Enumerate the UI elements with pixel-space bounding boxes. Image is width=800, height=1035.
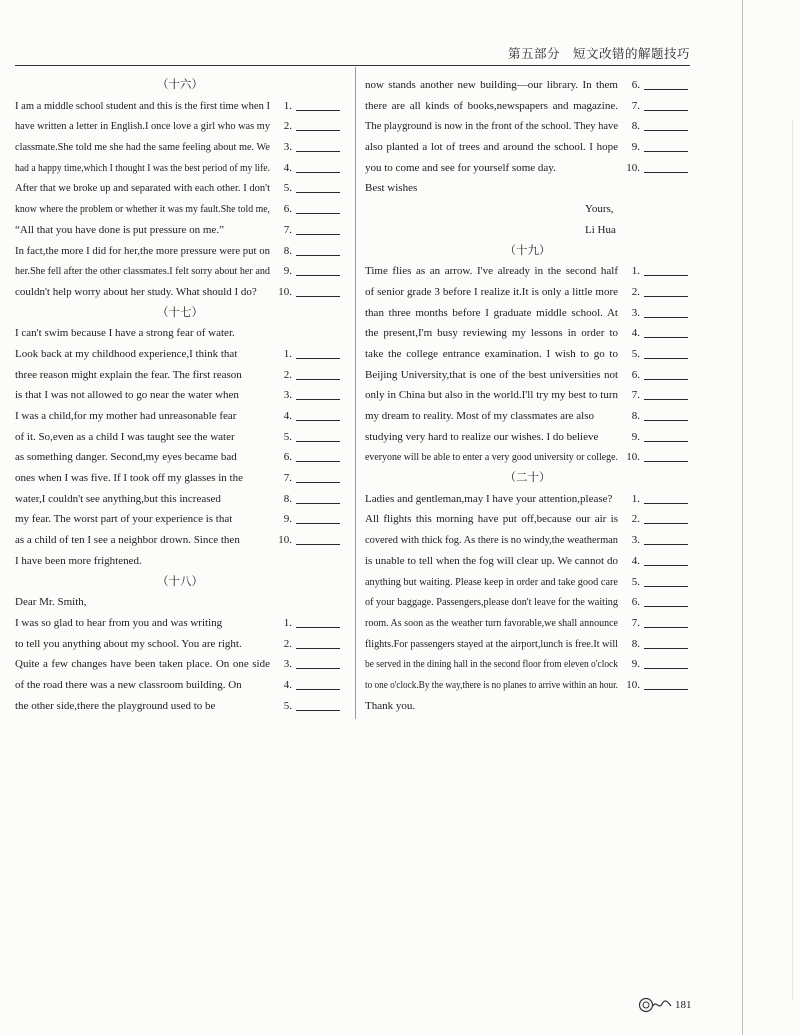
line-text: Best wishes	[365, 182, 418, 195]
answer-blank	[296, 130, 340, 131]
exercise-line	[365, 572, 690, 593]
item-number: 7.	[631, 616, 640, 629]
exercise-line	[365, 303, 690, 324]
line-text: everyone will be able to enter a very good university or college.	[365, 451, 618, 464]
exercise-line	[365, 489, 690, 510]
item-number: 4.	[283, 161, 292, 174]
answer-blank	[296, 399, 340, 400]
exercise-title	[15, 75, 345, 96]
exercise-line	[15, 220, 345, 241]
answer-blank	[296, 689, 340, 690]
item-number: 3.	[631, 306, 640, 319]
line-text: Li Hua	[585, 223, 616, 236]
exercise-line	[365, 675, 690, 696]
item-number: 6.	[631, 368, 640, 381]
answer-blank	[644, 689, 688, 690]
answer-blank	[644, 317, 688, 318]
line-text: water,I couldn't see anything,but this increased	[15, 492, 221, 505]
line-text: In fact,the more I did for her,the more pressure were put on	[15, 244, 270, 257]
exercise-line	[365, 592, 690, 613]
answer-blank	[644, 337, 688, 338]
answer-blank	[296, 482, 340, 483]
exercise-line	[15, 137, 345, 158]
item-number: 10.	[278, 285, 292, 298]
line-text: of the road there was a new classroom building. On	[15, 678, 242, 691]
answer-blank	[644, 172, 688, 173]
answer-blank	[296, 110, 340, 111]
answer-blank	[644, 627, 688, 628]
item-number: 3.	[283, 658, 292, 671]
answer-blank	[644, 420, 688, 421]
answer-blank	[644, 441, 688, 442]
exercise-line	[365, 365, 690, 386]
left-column	[15, 75, 345, 716]
line-text: Quite a few changes have been taken place. On one side	[15, 658, 270, 671]
exercise-line	[15, 509, 345, 530]
answer-blank	[296, 255, 340, 256]
line-text: my dream to reality. Most of my classmates are also	[365, 410, 595, 422]
exercise-line	[15, 675, 345, 696]
exercise-line	[365, 509, 690, 530]
exercise-line	[15, 634, 345, 655]
exercise-line	[365, 96, 690, 117]
line-text: Yours,	[585, 203, 614, 216]
item-number: 2.	[283, 368, 292, 381]
line-text: the present,I'm busy reviewing my lessons in order to	[365, 327, 618, 340]
line-text: covered with thick fog. As there is no windy,the weatherman	[365, 534, 618, 547]
item-number: 1.	[631, 265, 640, 278]
line-text: is that I was not allowed to go near the water when	[15, 389, 239, 402]
answer-blank	[296, 358, 340, 359]
item-number: 3.	[283, 141, 292, 154]
exercise-line	[15, 282, 345, 303]
answer-blank	[296, 213, 340, 214]
exercise-line	[365, 385, 690, 406]
item-number: 10.	[626, 451, 640, 464]
item-number: 5.	[283, 430, 292, 443]
answer-blank	[296, 544, 340, 545]
item-number: 5.	[631, 575, 640, 588]
exercise-line	[15, 365, 345, 386]
answer-blank	[644, 544, 688, 545]
answer-blank	[296, 461, 340, 462]
line-text: know where the problem or whether it was my fault.She told me,	[15, 203, 270, 216]
exercise-line	[15, 158, 345, 179]
line-text: I can't swim because I have a strong fear of water.	[15, 327, 235, 340]
item-number: 6.	[631, 79, 640, 91]
line-text: my fear. The worst part of your experience is that	[15, 513, 233, 526]
item-number: 2.	[283, 637, 292, 650]
answer-blank	[644, 296, 688, 297]
item-number: 3.	[631, 534, 640, 547]
line-text: I was so glad to hear from you and was writing	[15, 616, 223, 629]
item-number: 4.	[631, 554, 640, 567]
answer-blank	[296, 648, 340, 649]
answer-blank	[644, 461, 688, 462]
answer-blank	[644, 523, 688, 524]
line-text: the other side,there the playground used to be	[15, 699, 216, 712]
exercise-line	[365, 427, 690, 448]
line-text: I was a child,for my mother had unreasonable fear	[15, 410, 237, 422]
scan-edge-line	[792, 120, 793, 1000]
item-number: 9.	[283, 513, 292, 526]
line-text: All flights this morning have put off,because our air is	[365, 513, 618, 526]
exercise-line	[365, 261, 690, 282]
item-number: 1.	[283, 616, 292, 629]
letter-closing	[365, 178, 690, 199]
exercise-title-text: （十六）	[157, 79, 203, 91]
answer-blank	[644, 668, 688, 669]
line-text: After that we broke up and separated with each other. I don't	[15, 182, 270, 195]
line-text: take the college entrance examination. I wish to go to	[365, 347, 618, 360]
exercise-title	[365, 241, 690, 262]
line-text: Dear Mr. Smith,	[15, 596, 87, 609]
item-number: 2.	[283, 120, 292, 133]
answer-blank	[644, 358, 688, 359]
line-text: as a child of ten I see a neighbor drown. Since then	[15, 534, 240, 547]
line-text: to one o'clock.By the way,there is no planes to arrive within an hour.	[365, 678, 618, 691]
item-number: 8.	[631, 120, 640, 133]
answer-blank	[644, 379, 688, 380]
scan-edge-line	[742, 0, 743, 1035]
page-number: 181	[675, 999, 692, 1011]
exercise-line	[365, 116, 690, 137]
exercise-title	[15, 303, 345, 324]
line-text: anything but waiting. Please keep in order and take good care	[365, 575, 618, 588]
exercise-line	[15, 96, 345, 117]
exercise-title	[365, 468, 690, 489]
item-number: 10.	[278, 534, 292, 547]
answer-blank	[296, 627, 340, 628]
line-text: three reason might explain the fear. The first reason	[15, 368, 242, 381]
letter-signature	[365, 220, 690, 241]
item-number: 6.	[283, 451, 292, 464]
exercise-title-text: （二十）	[504, 472, 551, 485]
exercise-line	[15, 613, 345, 634]
item-number: 10.	[626, 678, 640, 691]
line-text: Ladies and gentleman,may I have your attention,please?	[365, 492, 613, 505]
item-number: 5.	[283, 182, 292, 195]
item-number: 5.	[283, 699, 292, 712]
section-title: 第五部分 短文改错的解题技巧	[507, 47, 690, 61]
answer-blank	[296, 296, 340, 297]
item-number: 6.	[631, 596, 640, 609]
exercise-title-text: （十八）	[157, 575, 203, 588]
answer-blank	[296, 503, 340, 504]
item-number: 8.	[631, 410, 640, 422]
answer-blank	[296, 192, 340, 193]
line-text: only in China but also in the world.I'll try my best to turn	[365, 389, 618, 402]
item-number: 8.	[283, 244, 292, 257]
answer-blank	[644, 399, 688, 400]
line-text: Thank you.	[365, 699, 416, 712]
item-number: 8.	[631, 637, 640, 650]
item-number: 9.	[631, 141, 640, 154]
exercise-line	[365, 282, 690, 303]
exercise-line	[15, 654, 345, 675]
exercise-line	[365, 551, 690, 572]
exercise-line	[365, 158, 690, 179]
line-text: is unable to tell when the fog will clear up. We cannot do	[365, 554, 618, 567]
line-text: than three months before I graduate middle school. At	[365, 306, 618, 319]
answer-blank	[644, 503, 688, 504]
line-text: of your baggage. Passengers,please don't leave for the waiting	[365, 596, 618, 609]
answer-blank	[296, 710, 340, 711]
answer-blank	[644, 275, 688, 276]
item-number: 7.	[631, 389, 640, 402]
exercise-closing	[365, 696, 690, 717]
exercise-line	[15, 468, 345, 489]
answer-blank	[296, 523, 340, 524]
item-number: 4.	[283, 678, 292, 691]
exercise-line	[365, 530, 690, 551]
item-number: 1.	[283, 99, 292, 112]
line-text: of senior grade 3 before I realize it.It is only a little more	[365, 285, 618, 298]
answer-blank	[644, 151, 688, 152]
item-number: 7.	[631, 99, 640, 112]
answer-blank	[296, 668, 340, 669]
item-number: 3.	[283, 389, 292, 402]
exercise-line	[15, 116, 345, 137]
exercise-line	[365, 323, 690, 344]
answer-blank	[644, 606, 688, 607]
item-number: 4.	[283, 410, 292, 422]
exercise-line	[15, 241, 345, 262]
line-text: room. As soon as the weather turn favorable,we shall announce	[365, 616, 618, 629]
item-number: 8.	[283, 492, 292, 505]
letter-signoff	[365, 199, 690, 220]
item-number: 2.	[631, 513, 640, 526]
line-text: ones when I was five. If I took off my glasses in the	[15, 472, 243, 485]
line-text: studying very hard to realize our wishes. I do believe	[365, 430, 599, 443]
exercise-line	[15, 344, 345, 365]
exercise-line	[15, 696, 345, 717]
line-text: Time flies as an arrow. I've already in the second half	[365, 265, 618, 278]
line-text: The playground is now in the front of the school. They have	[365, 120, 618, 133]
answer-blank	[644, 586, 688, 587]
exercise-closing	[15, 551, 345, 572]
exercise-line	[365, 406, 690, 427]
line-text: “All that you have done is put pressure on me.”	[15, 223, 224, 236]
item-number: 2.	[631, 285, 640, 298]
exercise-intro	[15, 323, 345, 344]
line-text: now stands another new building—our library. In them	[365, 79, 618, 91]
item-number: 1.	[631, 492, 640, 505]
answer-blank	[296, 379, 340, 380]
line-text: have written a letter in English.I once love a girl who was my	[15, 120, 270, 133]
line-text: had a happy time,which I thought I was the best period of my life.	[15, 161, 270, 174]
line-text: flights.For passengers stayed at the airport,lunch is free.It will	[365, 637, 618, 650]
exercise-title	[15, 572, 345, 593]
line-text: classmate.She told me she had the same feeling about me. We	[15, 141, 270, 154]
item-number: 7.	[283, 472, 292, 485]
exercise-line	[365, 613, 690, 634]
item-number: 9.	[631, 430, 640, 443]
answer-blank	[644, 110, 688, 111]
item-number: 1.	[283, 347, 292, 360]
exercise-line	[15, 447, 345, 468]
answer-blank	[644, 648, 688, 649]
exercise-line	[15, 489, 345, 510]
exercise-line	[365, 654, 690, 675]
exercise-line	[15, 530, 345, 551]
answer-blank	[644, 89, 688, 90]
line-text: you to come and see for yourself some day.	[365, 161, 556, 174]
line-text: be served in the dining hall in the second floor from eleven o'clock	[365, 658, 618, 671]
answer-blank	[296, 234, 340, 235]
exercise-line	[365, 447, 690, 468]
item-number: 4.	[631, 327, 640, 340]
line-text: couldn't help worry about her study. What should I do?	[15, 285, 257, 298]
header-rule	[15, 65, 690, 66]
exercise-line	[15, 199, 345, 220]
line-text: also planted a lot of trees and around the school. I hope	[365, 141, 618, 154]
exercise-line	[15, 385, 345, 406]
exercise-title-text: （十九）	[504, 244, 551, 257]
exercise-line	[365, 75, 690, 96]
exercise-line	[15, 406, 345, 427]
book-ornament-icon	[638, 997, 672, 1013]
exercise-line	[365, 344, 690, 365]
item-number: 9.	[631, 658, 640, 671]
line-text: Beijing University,that is one of the best universities not	[365, 368, 618, 381]
exercise-title-text: （十七）	[157, 306, 203, 319]
answer-blank	[296, 275, 340, 276]
line-text: her.She fell after the other classmates.I felt sorry about her and	[15, 265, 270, 278]
answer-blank	[644, 130, 688, 131]
item-number: 10.	[626, 161, 640, 174]
answer-blank	[296, 151, 340, 152]
line-text: I am a middle school student and this is the first time when I	[15, 99, 270, 112]
line-text: to tell you anything about my school. You are right.	[15, 637, 242, 650]
exercise-line	[365, 634, 690, 655]
column-divider	[355, 67, 356, 719]
letter-salutation	[15, 592, 345, 613]
exercise-line	[15, 261, 345, 282]
item-number: 9.	[283, 265, 292, 278]
exercise-line	[365, 137, 690, 158]
item-number: 5.	[631, 347, 640, 360]
line-text: there are all kinds of books,newspapers and magazine.	[365, 99, 618, 112]
line-text: Look back at my childhood experience,I think that	[15, 347, 238, 360]
line-text: of it. So,even as a child I was taught see the water	[15, 430, 235, 443]
item-number: 7.	[283, 223, 292, 236]
right-column	[365, 75, 690, 716]
exercise-line	[15, 178, 345, 199]
answer-blank	[296, 441, 340, 442]
line-text: as something danger. Second,my eyes became bad	[15, 451, 237, 464]
line-text: I have been more frightened.	[15, 554, 142, 567]
exercise-line	[15, 427, 345, 448]
item-number: 6.	[283, 203, 292, 216]
answer-blank	[296, 172, 340, 173]
answer-blank	[296, 420, 340, 421]
answer-blank	[644, 565, 688, 566]
